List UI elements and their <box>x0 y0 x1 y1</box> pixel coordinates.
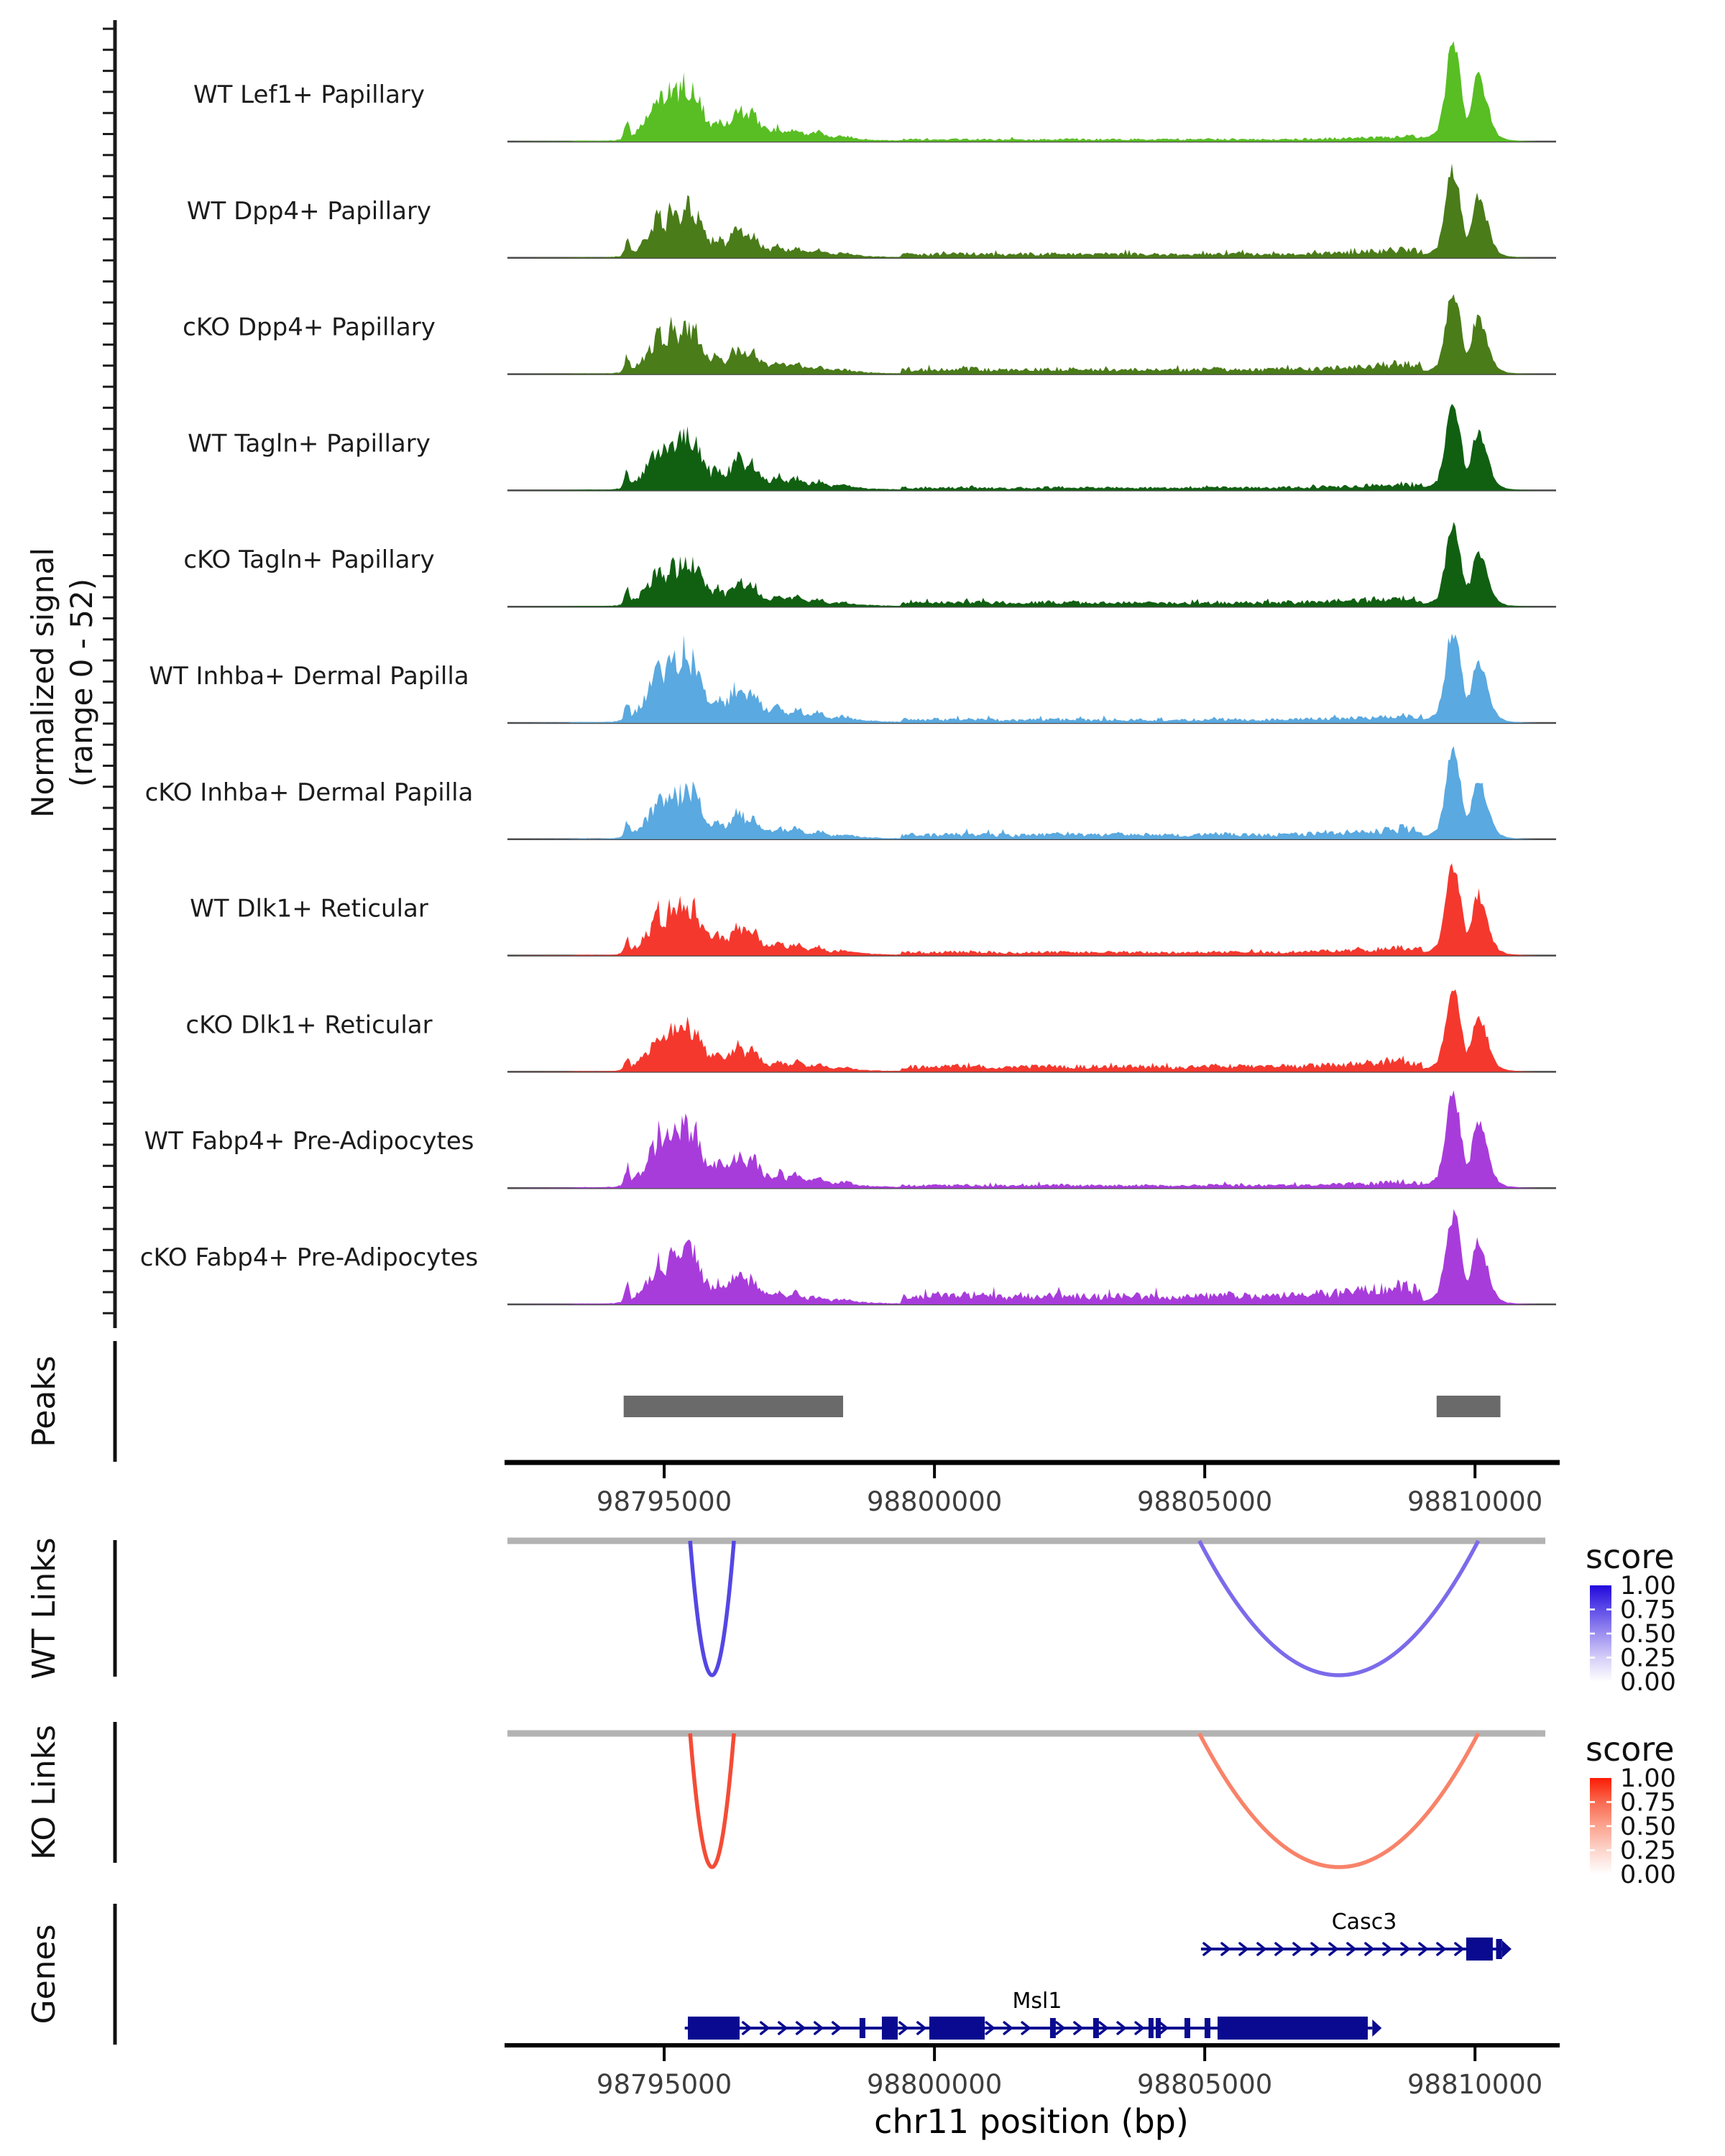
x-axis-middle <box>505 1462 1560 1517</box>
coverage-track <box>144 1090 1556 1188</box>
coverage-area <box>509 294 1555 374</box>
score-tick-label: 0.25 <box>1620 1836 1676 1866</box>
coverage-area <box>509 746 1555 839</box>
y-axis-label-line2: (range 0 - 52) <box>64 578 99 788</box>
gene-name-label: Casc3 <box>1331 1909 1397 1935</box>
coverage-area <box>509 163 1555 257</box>
score-tick-label: 1.00 <box>1620 1572 1676 1600</box>
score-tick-label: 0.00 <box>1620 1668 1676 1697</box>
gene-exon-thin <box>1205 2018 1210 2038</box>
track-label: cKO Tagln+ Papillary <box>183 545 435 575</box>
track-label: WT Dlk1+ Reticular <box>190 894 428 923</box>
gene-exon-thin <box>860 2018 865 2038</box>
score-tick-label: 0.25 <box>1620 1644 1676 1673</box>
score-tick-label: 0.75 <box>1620 1788 1676 1818</box>
gene-name-label: Msl1 <box>1012 1989 1062 2014</box>
x-tick-label: 98810000 <box>1407 1486 1543 1517</box>
link-arc <box>690 1733 734 1867</box>
coverage-area <box>509 522 1555 607</box>
score-tick-label: 0.50 <box>1620 1620 1676 1649</box>
track-label: cKO Inhba+ Dermal Papilla <box>144 778 474 807</box>
gene-model <box>685 1989 1382 2040</box>
section-label-peaks: Peaks <box>26 1355 63 1447</box>
coverage-track <box>149 634 1556 723</box>
score-tick-label: 0.75 <box>1620 1595 1676 1625</box>
link-arc <box>1200 1733 1478 1867</box>
x-tick-label: 98795000 <box>596 2069 732 2100</box>
wt-links-panel <box>507 1541 1545 1675</box>
track-label: cKO Dlk1+ Reticular <box>185 1010 433 1040</box>
coverage-track <box>193 41 1556 142</box>
score-tick-label: 0.00 <box>1620 1861 1676 1889</box>
coverage-area <box>509 990 1555 1072</box>
ko-score-legend-title: score <box>1586 1730 1675 1769</box>
peak-bar <box>624 1396 843 1417</box>
x-tick-label: 98800000 <box>866 1486 1003 1517</box>
coverage-area <box>509 1209 1555 1304</box>
gene-end-arrow-icon <box>1372 2019 1381 2037</box>
gene-exon-thin <box>1184 2018 1190 2038</box>
coverage-tracks <box>140 41 1556 1304</box>
coverage-area <box>509 863 1555 955</box>
gene-exon-thin <box>1149 2018 1154 2038</box>
coverage-track <box>188 404 1556 490</box>
coverage-track <box>183 294 1556 374</box>
x-axis-title: chr11 position (bp) <box>874 2102 1189 2141</box>
coverage-area <box>509 404 1555 490</box>
x-tick-label: 98805000 <box>1136 1486 1273 1517</box>
coverage-track <box>140 1209 1556 1304</box>
x-tick-label: 98810000 <box>1407 2069 1543 2100</box>
section-label-ko-links: KO Links <box>26 1724 63 1861</box>
gene-model <box>1201 1909 1512 1961</box>
x-tick-label: 98800000 <box>866 2069 1003 2100</box>
coverage-track <box>183 522 1556 607</box>
gene-exon <box>1218 2017 1368 2040</box>
gene-exon-thin <box>1050 2018 1056 2038</box>
x-tick-label: 98805000 <box>1136 2069 1273 2100</box>
signal-y-axis <box>103 20 115 1328</box>
wt-score-legend-title: score <box>1586 1537 1675 1576</box>
gene-exon <box>882 2017 898 2040</box>
gene-exon-thin <box>1156 2018 1161 2038</box>
gene-end-arrow-icon <box>1502 1940 1512 1958</box>
peaks-track <box>624 1396 1501 1417</box>
gene-exon-thin <box>1496 1939 1502 1959</box>
section-label-wt-links: WT Links <box>26 1537 63 1680</box>
track-label: WT Tagln+ Papillary <box>188 429 431 459</box>
coverage-track <box>187 163 1556 257</box>
gene-exon-thin <box>1093 2018 1099 2038</box>
coverage-area <box>509 634 1555 723</box>
track-label: WT Lef1+ Papillary <box>193 80 426 109</box>
x-axis-bottom <box>505 2045 1560 2100</box>
track-label: WT Dpp4+ Papillary <box>186 196 432 226</box>
track-label: WT Inhba+ Dermal Papilla <box>149 662 469 691</box>
gene-exon <box>1466 1938 1493 1961</box>
y-axis-label-line1: Normalized signal <box>25 548 60 818</box>
track-label: WT Fabp4+ Pre-Adipocytes <box>144 1127 474 1156</box>
track-label: cKO Fabp4+ Pre-Adipocytes <box>139 1243 479 1272</box>
link-arc <box>690 1541 734 1675</box>
coverage-area <box>509 41 1555 142</box>
section-label-genes: Genes <box>26 1924 63 2024</box>
x-tick-label: 98795000 <box>596 1486 732 1517</box>
track-label: cKO Dpp4+ Papillary <box>183 313 436 342</box>
score-tick-label: 0.50 <box>1620 1812 1676 1841</box>
coverage-track <box>185 990 1556 1072</box>
peak-bar <box>1437 1396 1501 1417</box>
coverage-track <box>190 863 1556 955</box>
coverage-track <box>145 746 1556 839</box>
genes-track <box>685 1909 1512 2040</box>
gene-exon <box>929 2017 985 2040</box>
ko-links-panel <box>507 1733 1545 1867</box>
coverage-area <box>509 1090 1555 1188</box>
gene-exon <box>688 2017 740 2040</box>
score-tick-label: 1.00 <box>1620 1764 1676 1793</box>
link-arc <box>1200 1541 1478 1675</box>
